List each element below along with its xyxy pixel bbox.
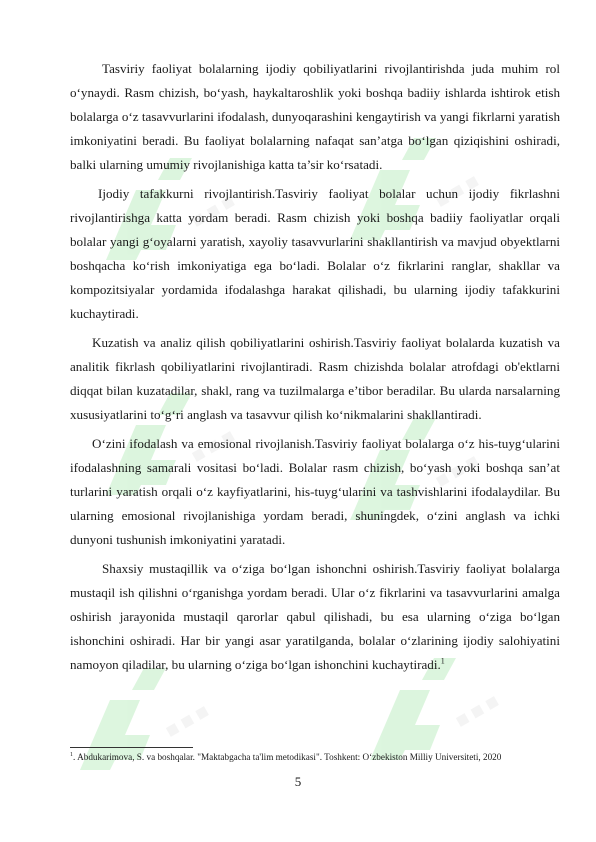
footnote-reference[interactable]: 1 (440, 656, 445, 666)
footnote-text: . Abdukarimova, S. va boshqalar. "Maktabgacha ta'lim metodikasi". Toshkent: O‘zbekiston Milliy Universiteti, 2020 (73, 752, 502, 763)
body-text (70, 57, 560, 682)
paragraph (70, 557, 560, 677)
footnote (70, 752, 570, 762)
paragraph (70, 57, 560, 177)
footnote-divider (70, 747, 193, 748)
paragraph (70, 432, 560, 552)
page-number: 5 (294, 774, 302, 789)
paragraph-text: O‘zini ifodalash va emosional rivojlanish.Tasviriy faoliyat bolalarga o‘z his-tuyg‘ularini ifodalashning samarali vositasi bo‘ladi. Bolalar rasm chizish, bo‘yash yoki boshqa san’at turlarini yaratish orqali o‘z kayfiyatlarini, his-tuyg‘ularini va tashvishlarini ifodalaydilar. Bu ularning emosional rivojlanishiga yordam beradi, shuningdek, o‘zini anglash va ichki dunyoni tushunish imkoniyatini yaratadi. (70, 435, 560, 548)
footnote-marker: 1 (70, 752, 73, 758)
paragraph-text: Kuzatish va analiz qilish qobiliyatlarini oshirish.Tasviriy faoliyat bolalarda kuzatish va analitik fikrlash qobiliyatlarini rivojlantiradi. Rasm chizishda bolalar atrofdagi ob'ektlarni diqqat bilan kuzatadilar, shakl, rang va tuzilmalarga e’tibor beradilar. Bu ularda narsalarning xususiyatlarini to‘g‘ri anglash va tasavvur qilish ko‘nikmalarini shakllantiradi. (70, 335, 560, 423)
paragraph-text: Shaxsiy mustaqillik va o‘ziga bo‘lgan ishonchni oshirish.Tasviriy faoliyat bolalarga mustaqil ish qilishni o‘rganishga yordam beradi. Ular o‘z fikrlarini va tasavvurlarini amalga oshirish jarayonida mustaqil qarorlar qabul qilishadi, bu esa ularning o‘ziga bo‘lgan ishonchini oshiradi. Har bir yangi asar yaratilganda, bolalar o‘zlarining ijodiy salohiyatini namoyon qiladilar, bu ularning o‘ziga bo‘lgan ishonchini kuchaytiradi. (70, 560, 560, 673)
paragraph (70, 331, 560, 427)
paragraph-text: Tasviriy faoliyat bolalarning ijodiy qobiliyatlarini rivojlantirishda juda muhim rol o‘ynaydi. Rasm chizish, bo‘yash, haykaltaroshlik yoki boshqa badiiy ishlarda ishtirok etish bolalarga o‘z tasavvurlarini ifodalash, dunyoqarashini kengaytirish va yangi fikrlarni yaratish imkoniyatini beradi. Bu faoliyat bolalarning nafaqat san’atga bo‘lgan qiziqishini oshiradi, balki ularning umumiy rivojlanishiga katta ta’sir ko‘rsatadi. (70, 61, 560, 173)
paragraph (70, 182, 560, 327)
paragraph-text: Ijodiy tafakkurni rivojlantirish.Tasviriy faoliyat bolalar uchun ijodiy fikrlashni rivojlantirishga katta yordam beradi. Rasm chizish yoki boshqa badiiy faoliyatlar orqali bolalar yangi g‘oyalarni yaratish, xayoliy tasavvurlarini shakllantirish va mavjud obyektlarni boshqacha ko‘rish imkoniyatiga ega bo‘ladi. Bolalar o‘z fikrlarini ranglar, shakllar va kompozitsiyalar yordamida ifodalashga harakat qilishadi, bu ularning ijodiy tafakkurini kuchaytiradi. (70, 185, 560, 322)
